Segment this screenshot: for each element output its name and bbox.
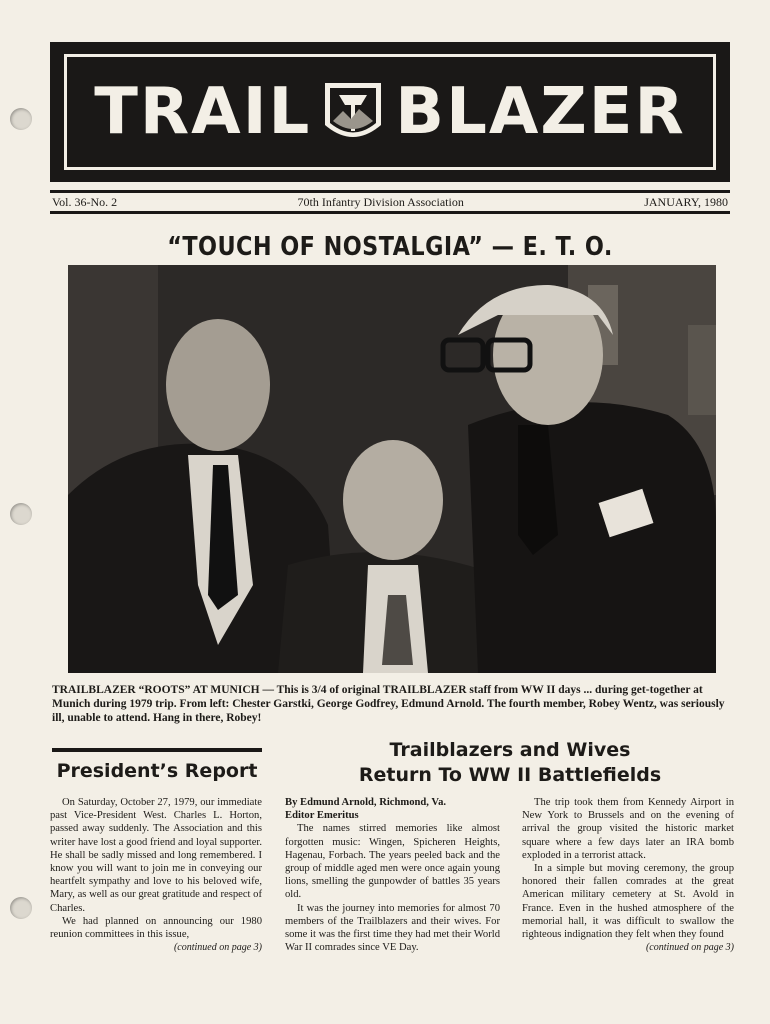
page-headline: “TOUCH OF NOSTALGIA” — E. T. O. (167, 232, 613, 262)
article-paragraph: It was the journey into memories for almost 70 members of the Trailblazers and their wives. For some it was the first time they had met their World War II comrades since VE Day. (285, 902, 500, 954)
battlefields-title-line2: Return To WW II Battlefields (358, 764, 662, 786)
punch-hole-bottom (10, 897, 32, 919)
masthead (50, 42, 730, 182)
presidents-report-paragraph: On Saturday, October 27, 1979, our immediate past Vice-President West. Charles L. Horton, passed away suddenly. The Association and this writer have lost a good friend and loyal supporter. He shall be sadly missed and long remembered. I know you will want to join me in conveying our heartfelt sympathy and love to his beloved wife, Mary, as well as our great gratitude and respect of Charles. (50, 797, 262, 914)
section-rule (52, 748, 262, 752)
continued-link[interactable]: (continued on page 3) (645, 942, 734, 954)
article-paragraph: In a simple but moving ceremony, the group honored their fallen comrades at the great American military cemetery at St. Avold in France. Even in the hushed atmosphere of the memorial hall, it was difficult to swallow the righteous indignation they felt when they found (522, 863, 734, 941)
battlefields-article-title (290, 738, 730, 788)
presidents-report-paragraph: We had planned on announcing our 1980 reunion committees in this issue, (50, 915, 262, 941)
group-photo-illustration (68, 265, 716, 673)
issue-date: JANUARY, 1980 (644, 194, 728, 209)
punch-hole-middle (10, 503, 32, 525)
presidents-report-column (50, 796, 262, 954)
organization-name: 70th Infantry Division Association (297, 194, 464, 209)
punch-hole-top (10, 108, 32, 130)
masthead-title-left: TRAIL (94, 75, 312, 149)
battlefields-column-1 (285, 796, 500, 954)
battlefields-column-2 (522, 796, 734, 954)
issue-line (50, 190, 730, 214)
article-byline: By Edmund Arnold, Richmond, Va. (285, 797, 447, 808)
article-byline-title: Editor Emeritus (285, 810, 359, 822)
article-paragraph: The names stirred memories like almost forgotten music: Wingen, Spicheren Heights, Hagenau, Forbach. The years peeled back and the group of middle aged men were once again young lions, smelling the gunpowder of battles 35 years old. (285, 823, 500, 901)
continued-link[interactable]: (continued on page 3) (173, 942, 262, 954)
battlefields-title-line1: Trailblazers and Wives (389, 739, 631, 761)
article-paragraph: The trip took them from Kennedy Airport in New York to Brussels and on the evening of arrival the group visited the historic market square where a few days later an IRA bomb exploded in a terrorist attack. (522, 797, 734, 861)
division-emblem-icon (321, 75, 385, 149)
masthead-title-right: BLAZER (395, 75, 686, 149)
presidents-report-title: President’s Report (56, 760, 258, 782)
volume-number: Vol. 36-No. 2 (52, 194, 118, 209)
group-photo (68, 265, 716, 673)
masthead-title (94, 75, 686, 149)
photo-caption: TRAILBLAZER “ROOTS” AT MUNICH — This is 3/4 of original TRAILBLAZER staff from WW II days ... during get-together at Munich during 1979 trip. From left: Chester Garstki, George Godfrey, Edmund Arnold. The fourth member, Robey Wentz, was seriously ill, unable to attend. Hang in there, Robey! (52, 684, 725, 724)
masthead-frame (64, 54, 716, 170)
